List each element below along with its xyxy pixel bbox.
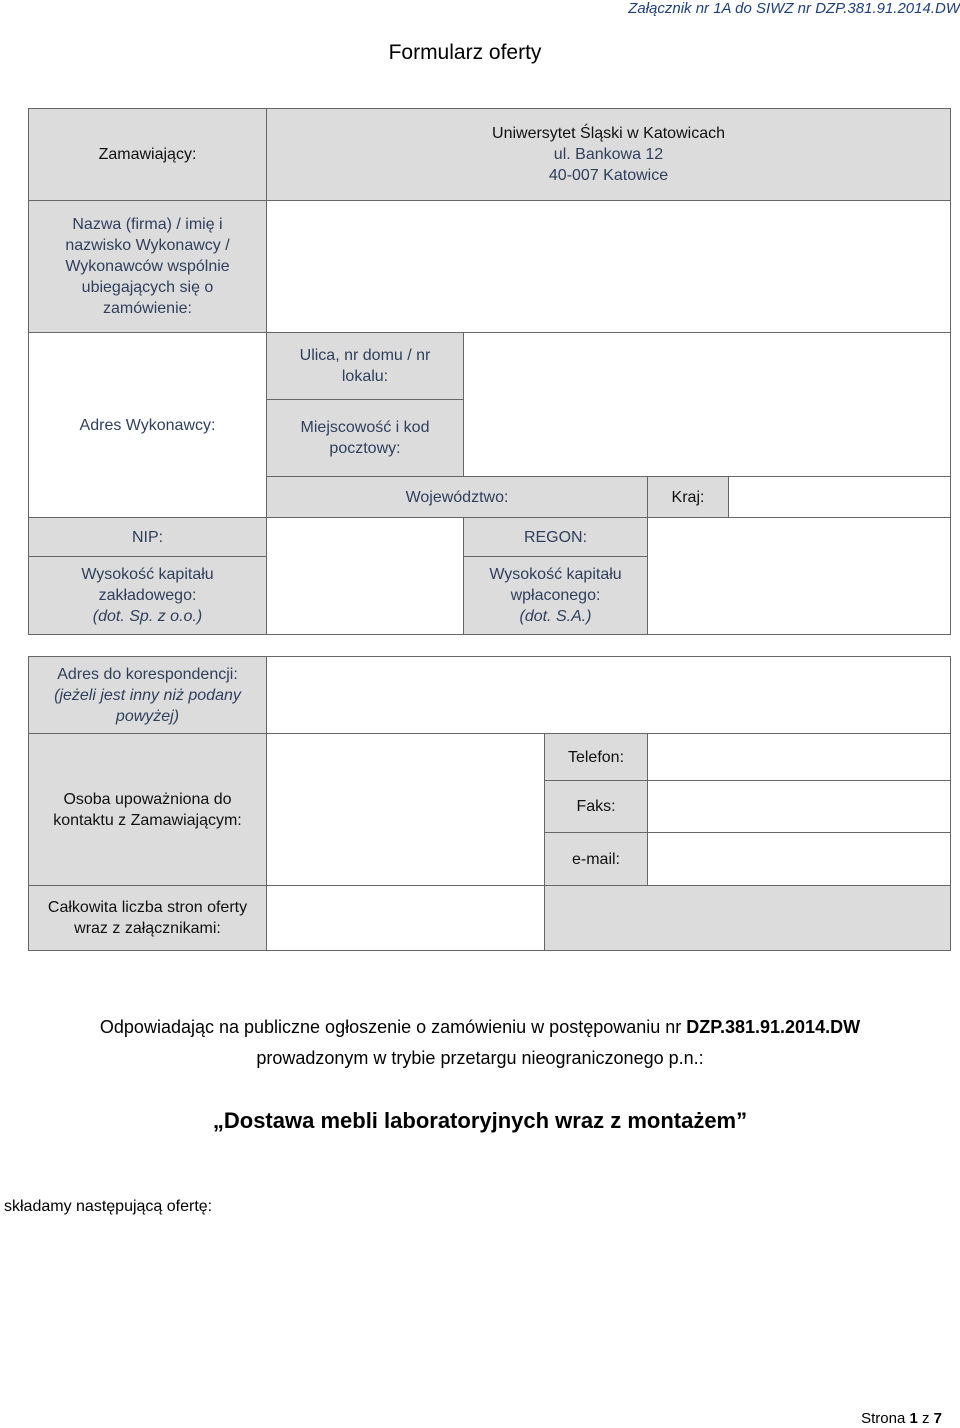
intro-prefix: Odpowiadając na publiczne ogłoszenie o zamówieniu w postępowaniu nr — [99, 1017, 682, 1037]
contact-person-field[interactable] — [266, 733, 545, 886]
page-number — [861, 1410, 942, 1428]
fax-field[interactable] — [647, 780, 951, 833]
city-postcode-label: Miejscowość i kod pocztowy: — [266, 399, 464, 477]
phone-field[interactable] — [647, 733, 951, 781]
page-of: z — [921, 1410, 930, 1427]
regon-label: REGON: — [463, 517, 648, 557]
share-capital-note: (dot. Sp. z o.o.) — [92, 608, 203, 625]
intro-line-1 — [0, 1015, 960, 1039]
phone-label: Telefon: — [544, 733, 648, 781]
contact-person-label: Osoba upoważniona do kontaktu z Zamawiającym: — [28, 733, 267, 886]
correspondence-note: (jeżeli jest inny niż podany powyżej) — [54, 686, 241, 725]
procurement-subject: „Dostawa mebli laboratoryjnych wraz z montażem” — [212, 1108, 748, 1133]
ordering-party-name: Uniwersytet Śląski w Katowicach — [492, 125, 725, 142]
total-pages-label: Całkowita liczba stron oferty wraz z załącznikami: — [28, 885, 267, 951]
procedure-number: DZP.381.91.2014.DW — [686, 1017, 861, 1037]
nip-capital-field[interactable] — [266, 517, 464, 635]
email-field[interactable] — [647, 832, 951, 886]
voivodeship-label: Województwo: — [266, 476, 648, 518]
share-capital-label: Wysokość kapitału zakładowego: (dot. Sp. z o.o.) — [28, 556, 267, 635]
ordering-party-label: Zamawiający: — [28, 108, 267, 201]
fax-label: Faks: — [544, 780, 648, 833]
page-current: 1 — [909, 1410, 918, 1427]
ordering-party-street: ul. Bankowa 12 — [553, 146, 664, 163]
offer-statement: składamy następującą ofertę: — [4, 1198, 213, 1215]
country-label: Kraj: — [647, 476, 729, 518]
email-label: e-mail: — [544, 832, 648, 886]
intro-line-2: prowadzonym w trybie przetargu nieograniczonego p.n.: — [256, 1048, 704, 1068]
regon-capital-field[interactable] — [647, 517, 951, 635]
correspondence-field[interactable] — [266, 656, 951, 734]
country-field[interactable] — [728, 476, 951, 518]
paid-capital-label: Wysokość kapitału wpłaconego: (dot. S.A.) — [463, 556, 648, 635]
ordering-party-city: 40-007 Katowice — [548, 167, 669, 184]
total-pages-field[interactable] — [266, 885, 545, 951]
paid-capital-note: (dot. S.A.) — [519, 608, 592, 625]
contractor-name-label: Nazwa (firma) / imię i nazwisko Wykonawcy / Wykonawców wspólnie ubiegających się o zamówienie: — [28, 200, 267, 333]
total-pages-shaded — [544, 885, 951, 951]
page-total: 7 — [933, 1410, 942, 1427]
page-prefix: Strona — [861, 1410, 906, 1427]
nip-label: NIP: — [28, 517, 267, 557]
page-title: Formularz oferty — [388, 41, 542, 64]
correspondence-label: Adres do korespondencji: (jeżeli jest inny niż podany powyżej) — [28, 656, 267, 734]
street-city-field[interactable] — [463, 332, 951, 477]
contractor-name-field[interactable] — [266, 200, 951, 333]
street-label: Ulica, nr domu / nr lokalu: — [266, 332, 464, 400]
ordering-party-value — [266, 108, 951, 201]
contractor-address-label: Adres Wykonawcy: — [28, 332, 267, 518]
attachment-note: Załącznik nr 1A do SIWZ nr DZP.381.91.2014.DW — [628, 0, 960, 17]
